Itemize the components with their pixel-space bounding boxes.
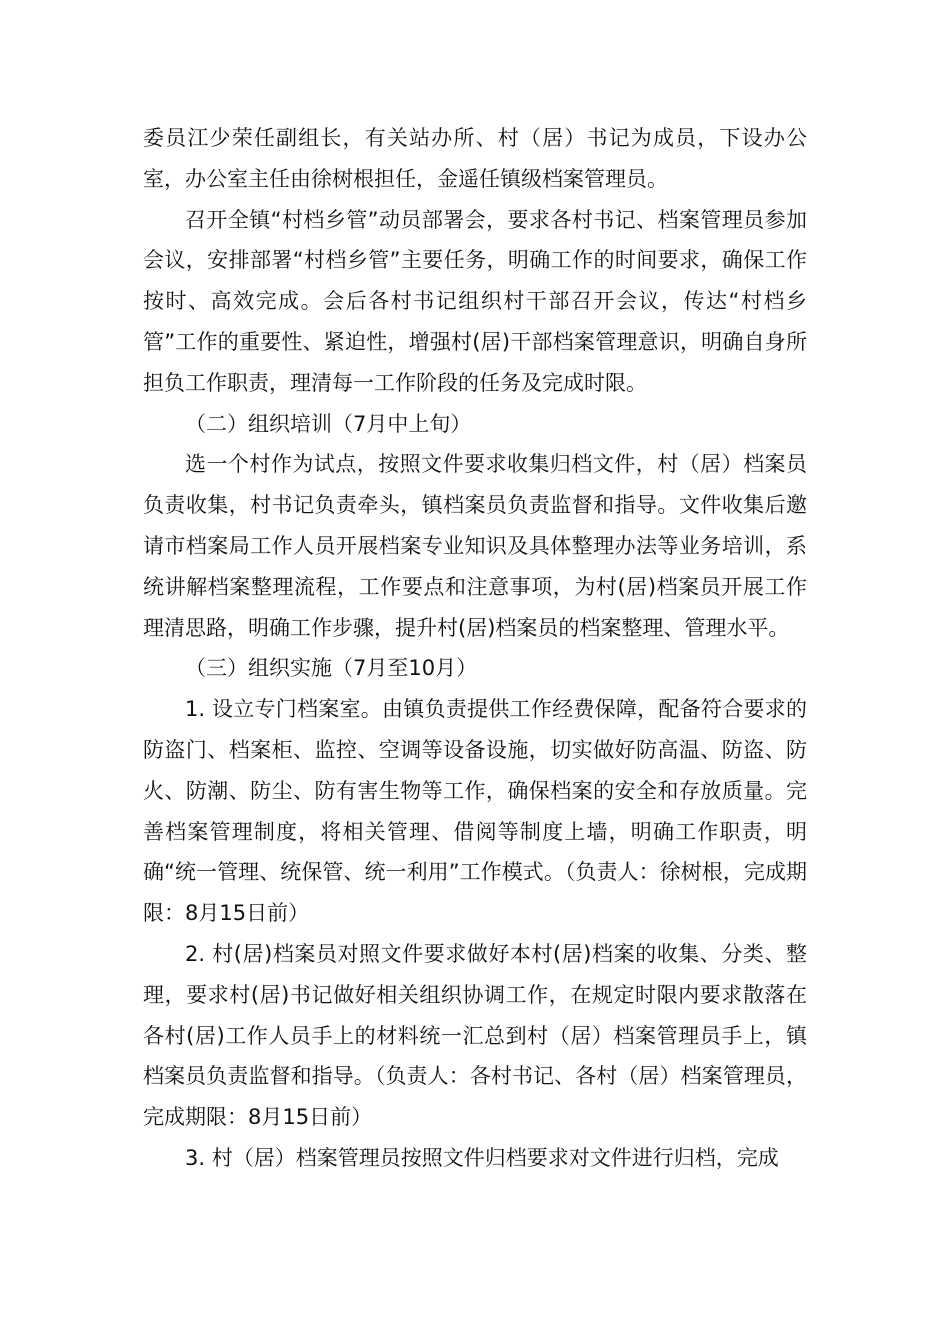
paragraph-item-2-collection: 2. 村(居)档案员对照文件要求做好本村(居)档案的收集、分类、整理，要求村(居)书记做好相关组织协调工作，在规定时限内要求散落在各村(居)工作人员手上的材料统一汇总到村（居）档案管理员手上，镇档案员负责监督和指导。（负责人：各村书记、各村（居）档案管理员，完成期限：8月15日前） xyxy=(143,941,807,1130)
paragraph-item-3-filing: 3. 村（居）档案管理员按照文件归档要求对文件进行归档，完成 xyxy=(185,1145,779,1170)
section-heading-implementation: （三）组织实施（7月至10月） xyxy=(185,656,478,681)
paragraph-item-1-archive-room: 1. 设立专门档案室。由镇负责提供工作经费保障，配备符合要求的防盗门、档案柜、监控、空调等设备设施，切实做好防高温、防盗、防火、防潮、防尘、防有害生物等工作，确保档案的安全和存放质量。完善档案管理制度，将相关管理、借阅等制度上墙，明确工作职责，明确“统一管理、统保管、统一利用”工作模式。（负责人：徐树根，完成期限：8月15日前） xyxy=(143,697,807,926)
paragraph-mobilization-meeting: 召开全镇“村档乡管”动员部署会，要求各村书记、档案管理员参加会议，安排部署“村档乡管”主要任务，明确工作的时间要求，确保工作按时、高效完成。会后各村书记组织村干部召开会议，传达“村档乡管”工作的重要性、紧迫性，增强村(居)干部档案管理意识，明确自身所担负工作职责，理清每一工作阶段的任务及完成时限。 xyxy=(143,207,807,395)
paragraph-continuation: 委员江少荣任副组长，有关站办所、村（居）书记为成员，下设办公室，办公室主任由徐树根担任，金遥任镇级档案管理员。 xyxy=(143,126,807,191)
paragraph-training: 选一个村作为试点，按照文件要求收集归档文件，村（居）档案员负责收集，村书记负责牵头，镇档案员负责监督和指导。文件收集后邀请市档案局工作人员开展档案专业知识及具体整理办法等业务培训，系统讲解档案整理流程，工作要点和注意事项，为村(居)档案员开展工作理清思路，明确工作步骤，提升村(居)档案员的档案整理、管理水平。 xyxy=(143,452,807,640)
section-heading-training: （二）组织培训（7月中上旬） xyxy=(185,411,472,436)
document-page xyxy=(143,118,807,1179)
